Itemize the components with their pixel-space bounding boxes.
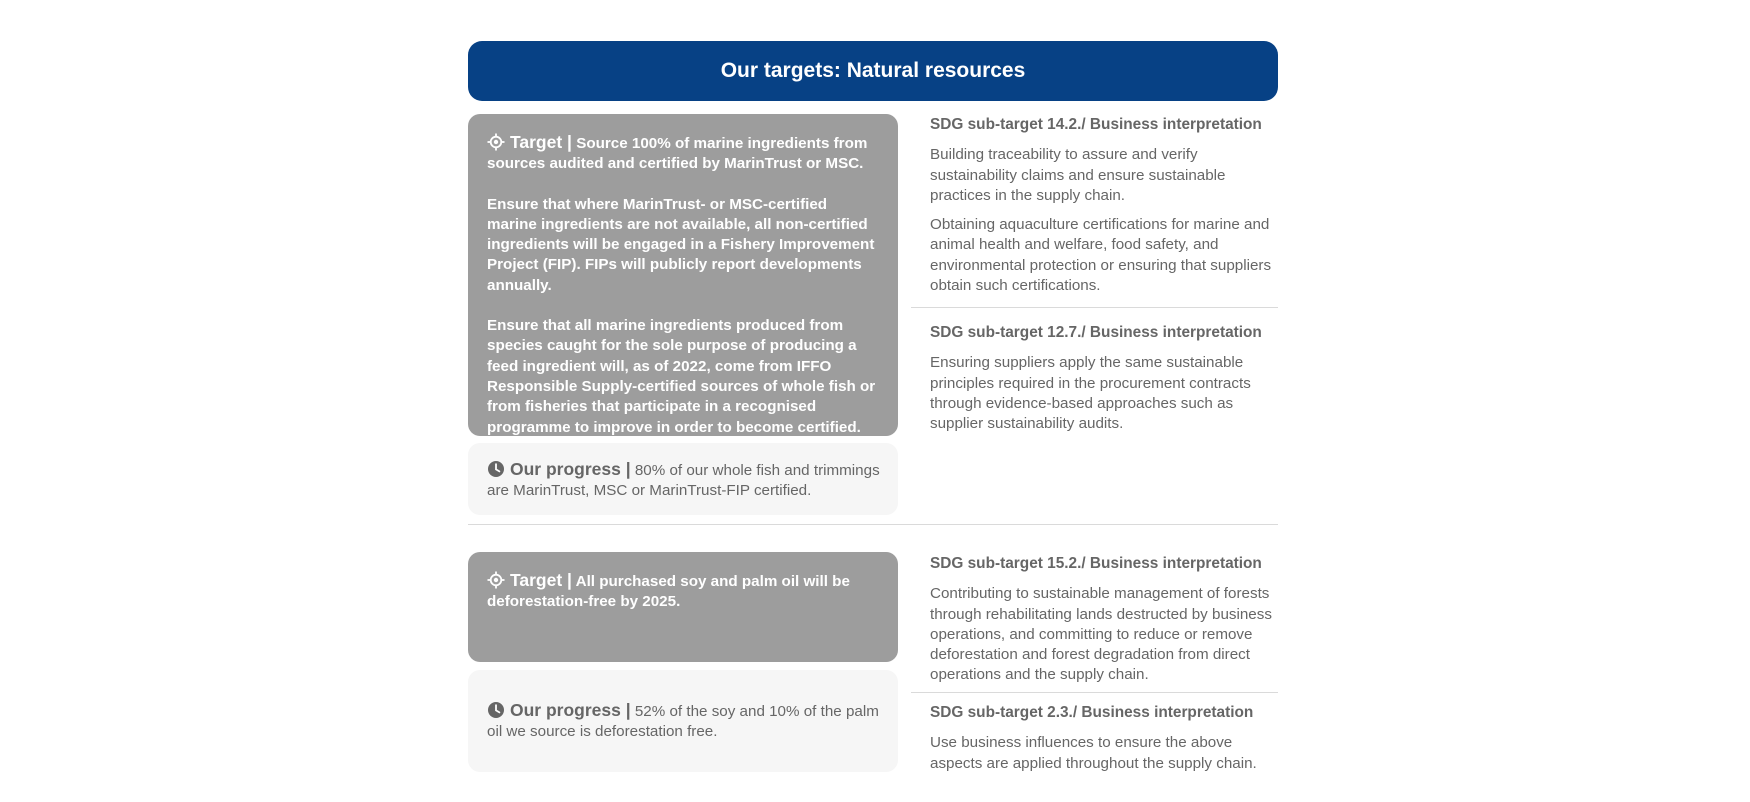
target-text: Ensure that all marine ingredients produced from species caught for the sole purpose of producing a feed ingredient will, as of 2022, come from IFFO Responsible Supply-certified sources of whole fish or from fisheries that participate in a recognised programme to improve in order to become certified. bbox=[487, 317, 876, 436]
sdg-text: Ensuring suppliers apply the same sustainable principles required in the procurement contracts through evidence-based approaches such as supplier sustainability audits. bbox=[930, 354, 1251, 433]
clock-icon bbox=[487, 460, 505, 478]
section-divider bbox=[468, 524, 1278, 525]
target-label: Target | bbox=[510, 132, 572, 152]
progress-text: 52% of the soy and 10% of the palm oil we source is deforestation free. bbox=[487, 703, 879, 741]
section-soy-palm-oil bbox=[468, 552, 1278, 792]
sdg-heading: SDG sub-target 12.7./ Business interpretation bbox=[930, 324, 1262, 341]
progress-card bbox=[468, 443, 898, 515]
target-card bbox=[468, 552, 898, 662]
sdg-block bbox=[930, 703, 1278, 774]
sdg-block bbox=[930, 115, 1278, 296]
sdg-divider bbox=[911, 692, 1278, 693]
progress-card bbox=[468, 670, 898, 772]
sdg-heading: SDG sub-target 14.2./ Business interpretation bbox=[930, 116, 1262, 133]
targets-page bbox=[468, 41, 1278, 792]
target-crosshair-icon bbox=[487, 133, 505, 151]
sdg-divider bbox=[911, 307, 1278, 308]
target-text: Ensure that where MarinTrust- or MSC-certified marine ingredients are not available, all non-certified ingredients will be engaged in a Fishery Improvement Project (FIP). FIPs will publicly report developments annually. bbox=[487, 195, 875, 294]
clock-icon bbox=[487, 701, 505, 719]
section-marine-ingredients bbox=[468, 114, 1278, 538]
target-text: Source 100% of marine ingredients from sources audited and certified by MarinTrust or MSC. bbox=[487, 135, 868, 173]
target-label: Target | bbox=[510, 570, 572, 590]
sdg-text: Obtaining aquaculture certifications for marine and animal health and welfare, food safety, and environmental protection or ensuring that suppliers obtain such certifications. bbox=[930, 216, 1272, 295]
sdg-text: Use business influences to ensure the above aspects are applied throughout the supply chain. bbox=[930, 734, 1257, 772]
sdg-heading: SDG sub-target 2.3./ Business interpretation bbox=[930, 704, 1254, 721]
sdg-text: Building traceability to assure and verify sustainability claims and ensure sustainable practices in the supply chain. bbox=[930, 146, 1226, 204]
progress-text: 80% of our whole fish and trimmings are MarinTrust, MSC or MarinTrust-FIP certified. bbox=[487, 462, 880, 500]
progress-label: Our progress | bbox=[510, 459, 631, 479]
sdg-text: Contributing to sustainable management of forests through rehabilitating lands destructed by business operations, and committing to reduce or remove deforestation and forest degradation from direct operations and the supply chain. bbox=[930, 585, 1272, 684]
page-title: Our targets: Natural resources bbox=[720, 59, 1026, 82]
sdg-block bbox=[930, 323, 1278, 434]
page-title-banner bbox=[468, 41, 1278, 101]
target-text: All purchased soy and palm oil will be deforestation-free by 2025. bbox=[487, 573, 850, 611]
progress-label: Our progress | bbox=[510, 700, 631, 720]
sdg-block bbox=[930, 554, 1278, 686]
target-card bbox=[468, 114, 898, 436]
sdg-heading: SDG sub-target 15.2./ Business interpretation bbox=[930, 555, 1262, 572]
target-crosshair-icon bbox=[487, 571, 505, 589]
